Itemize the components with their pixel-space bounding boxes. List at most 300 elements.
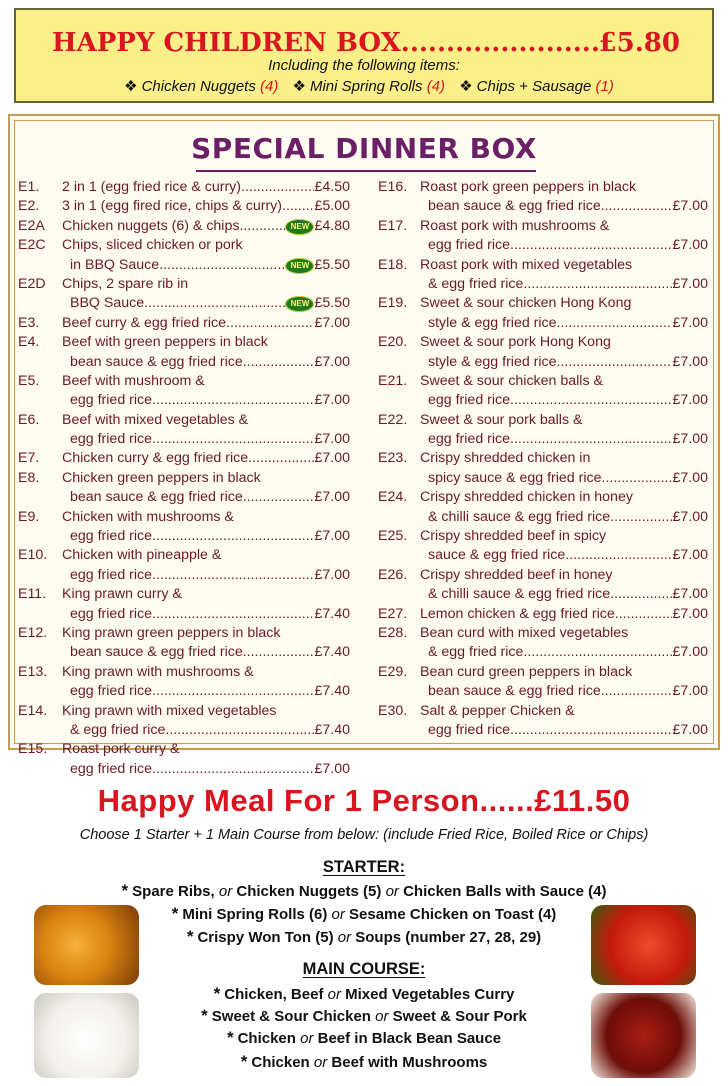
menu-item-line [378,391,708,410]
menu-item-price: £7.00 [314,760,350,777]
menu-item [378,333,708,372]
menu-item-code: E13. [18,663,48,680]
menu-item [378,372,708,411]
new-badge-icon: NEW [285,258,314,274]
menu-item [378,488,708,527]
or-text: or [218,883,233,900]
menu-item-line [18,585,350,604]
menu-item-code: E2. [18,198,40,215]
menu-item-price: £7.40 [314,683,350,700]
menu-item [18,411,350,450]
menu-item [18,197,350,216]
dot-leader [523,643,672,662]
kids-item-name: Mini Spring Rolls [309,78,423,95]
special-dinner-box-title: SPECIAL DINNER BOX [191,132,537,165]
menu-item-price: £7.00 [672,275,708,292]
menu-item-line [18,488,350,507]
menu-item-text: egg fried rice [70,431,153,448]
menu-item-code [378,682,420,701]
menu-item-line [378,430,708,449]
menu-item-line [18,372,350,391]
or-text: or [337,929,352,946]
star-bullet-icon: * [186,927,194,946]
menu-item-text: style & egg fried rice [428,314,557,331]
menu-item-line [18,294,350,313]
menu-item-code [378,197,420,216]
menu-item-code: E10. [18,547,48,564]
menu-item-price: £4.80 [314,217,350,234]
spare-ribs-photo [591,993,696,1078]
menu-item-text: egg fried rice [428,392,511,409]
menu-item-text: egg fried rice [70,760,153,777]
menu-item-code: E16. [378,179,408,195]
star-bullet-icon: * [213,984,221,1003]
dot-leader [510,430,672,449]
dot-leader [510,391,672,410]
option-text: Chicken [251,1054,314,1071]
dot-leader [523,275,672,294]
menu-item-code [18,430,62,449]
option-text: Spare Ribs, [132,883,219,900]
menu-item-code: E2C [18,237,46,254]
menu-item-code: E5. [18,372,40,389]
menu-item-text: Sweet & sour chicken Hong Kong [420,295,632,312]
menu-item-text: & chilli sauce & egg fried rice [428,508,611,525]
option-text: Beef with Mushrooms [327,1054,488,1071]
menu-item-line [18,721,350,740]
menu-item-price: £7.00 [672,314,708,331]
menu-item-price: £5.00 [314,198,350,215]
menu-item-code [378,236,420,255]
menu-item-code [378,353,420,372]
menu-item-code: E21. [378,372,408,389]
starter-heading: STARTER: [322,858,406,876]
menu-item-code: E2A [18,217,45,234]
menu-item-line [18,760,350,779]
starter-option [0,881,728,901]
option-text: Sesame Chicken on Toast (4) [344,906,557,923]
menu-item-price: £7.00 [672,644,708,661]
option-text: Chicken [237,1030,301,1047]
menu-item-line [18,430,350,449]
menu-item-code: E17. [378,217,408,234]
happy-children-box-subtitle: Including the following items: [268,57,460,74]
menu-item-text: BBQ Sauce [70,295,145,312]
happy-children-box-items [16,77,712,95]
menu-item-text: & egg fried rice [428,644,524,661]
menu-item [378,663,708,702]
menu-item-price: £7.40 [314,721,350,738]
title-dot-leader [401,28,599,58]
menu-item-code [18,353,62,372]
menu-item-text: King prawn green peppers in black [62,624,281,641]
menu-item-code: E22. [378,411,408,428]
menu-item-code [378,314,420,333]
or-text: or [331,906,345,923]
or-text: or [300,1030,314,1047]
star-bullet-icon: * [121,881,129,900]
menu-item-price: £7.00 [672,198,708,215]
menu-item [378,294,708,333]
menu-item-price: £7.00 [672,469,708,486]
menu-item-line [378,469,708,488]
dot-leader [510,721,672,740]
star-bullet-icon: * [201,1006,208,1025]
new-badge-icon: NEW [285,219,314,235]
dot-leader [152,391,314,410]
menu-item [18,508,350,547]
dot-leader [152,566,314,585]
menu-item-code: E28. [378,624,408,641]
option-text: Mini Spring Rolls (6) [182,906,332,923]
menu-item-text: Chicken green peppers in black [62,469,261,486]
menu-item-price: £7.00 [314,392,350,409]
menu-item [18,740,350,779]
dot-leader [601,682,673,701]
menu-item-code: E4. [18,334,40,351]
menu-item-text: egg fried rice [70,566,153,583]
menu-item-line [18,275,350,294]
menu-item-text: & chilli sauce & egg fried rice [428,586,611,603]
menu-item-line [378,294,708,313]
dot-leader [239,217,285,236]
menu-item-line [378,624,708,643]
menu-item-code: E18. [378,256,408,273]
menu-item [18,372,350,411]
menu-item-price: £7.00 [672,508,708,525]
kids-item-count: (4) [260,78,279,95]
menu-item-text: bean sauce & egg fried rice [428,198,601,215]
menu-item [18,178,350,197]
menu-item [378,256,708,295]
menu-item-code: E30. [378,702,408,719]
menu-item-price: £7.00 [314,353,350,370]
menu-item-line [18,314,350,333]
menu-item-line [18,178,350,197]
option-text: Chicken Nuggets (5) [232,883,386,900]
menu-item-text: Chicken with pineapple & [62,547,222,564]
menu-item-code [378,391,420,410]
menu-item-price: £7.00 [672,547,708,564]
menu-item-line [18,740,350,759]
menu-item-text: Crispy shredded beef in spicy [420,528,607,545]
menu-item-text: Chicken nuggets (6) & chips [62,217,240,234]
menu-item-text: in BBQ Sauce [70,256,160,273]
menu-item-line [18,449,350,468]
happy-meal-title: Happy Meal For 1 Person......£11.50 [97,783,631,818]
menu-item-code [18,721,62,740]
menu-item-code [18,566,62,585]
menu-item-price: £7.00 [314,489,350,506]
menu-item-line [378,197,708,216]
menu-item [18,236,350,275]
menu-item [378,605,708,624]
menu-item-line [378,605,708,624]
happy-meal-subtitle: Choose 1 Starter + 1 Main Course from below: (include Fried Rice, Boiled Rice or Chips) [79,827,649,843]
menu-item [378,217,708,256]
menu-item-code [18,294,62,313]
diamond-bullet-icon: ❖ [459,78,473,95]
menu-item-text: Salt & pepper Chicken & [420,702,575,719]
menu-item-text: 3 in 1 (egg fired rice, chips & curry) [62,198,282,215]
menu-item-price: £7.00 [672,237,708,254]
menu-item-text: Roast pork curry & [62,741,180,758]
menu-item [18,275,350,314]
menu-item-code: E15. [18,741,48,758]
dot-leader [152,430,314,449]
menu-item-price: £7.00 [314,431,350,448]
menu-item-code: E24. [378,489,408,506]
menu-item-line [18,527,350,546]
menu-item-code: E14. [18,702,48,719]
menu-item-text: Bean curd with mixed vegetables [420,624,629,641]
kids-item-count: (4) [426,78,446,95]
menu-item-code [18,256,62,275]
menu-item-line [378,566,708,585]
menu-item-line [378,702,708,721]
dot-leader [152,605,314,624]
menu-item-line [378,411,708,430]
menu-item [18,585,350,624]
menu-item-text: egg fried rice [70,605,153,622]
or-text: or [375,1008,389,1025]
menu-item [378,702,708,741]
menu-item-code [378,585,420,604]
menu-item-code: E29. [378,663,408,680]
dot-leader [601,197,673,216]
menu-item-line [378,275,708,294]
diamond-bullet-icon: ❖ [292,78,306,95]
menu-item-line [378,643,708,662]
menu-item-text: Lemon chicken & egg fried rice [420,605,615,622]
menu-item-line [18,663,350,682]
dot-leader [248,449,314,468]
menu-item [378,566,708,605]
menu-item-code: E6. [18,411,40,428]
dot-leader [282,197,314,216]
menu-item-line [18,605,350,624]
dot-leader [152,760,314,779]
menu-item-text: Chips, sliced chicken or pork [62,237,243,254]
diamond-bullet-icon: ❖ [124,78,138,95]
star-bullet-icon: * [226,1028,234,1047]
menu-item-text: egg fried rice [70,392,153,409]
menu-item-line [378,178,708,197]
dot-leader [615,605,673,624]
menu-item-text: Beef with mushroom & [62,372,205,389]
menu-item-line [378,721,708,740]
menu-item-line [378,217,708,236]
dot-leader [226,314,314,333]
menu-item-text: Crispy shredded chicken in honey [420,489,633,506]
menu-item [18,624,350,663]
menu-item-text: Sweet & sour pork balls & [420,411,583,428]
menu-item [18,469,350,508]
menu-item [378,178,708,217]
menu-item-code [378,469,420,488]
menu-item-text: sauce & egg fried rice [428,547,566,564]
menu-item-text: Roast pork with mixed vegetables [420,256,633,273]
menu-item-code [18,488,62,507]
menu-item-code: E11. [18,586,47,603]
menu-item-line [378,546,708,565]
menu-item-text: Roast pork with mushrooms & [420,217,610,234]
menu-item-price: £7.00 [672,721,708,738]
dot-leader [610,508,672,527]
dot-leader [557,353,673,372]
menu-item-text: Chips, 2 spare rib in [62,275,189,292]
menu-item-text: Bean curd green peppers in black [420,663,633,680]
menu-item-text: King prawn with mixed vegetables [62,702,277,719]
menu-item [18,546,350,585]
menu-item-line [18,643,350,662]
menu-item-line [18,333,350,352]
kids-item-name: Chicken Nuggets [141,78,256,95]
dot-leader [152,527,314,546]
menu-item [378,411,708,450]
menu-item-code [378,721,420,740]
menu-item-price: £7.00 [672,605,708,622]
option-text: Soups (number 27, 28, 29) [351,929,542,946]
boiled-rice-photo [34,993,139,1078]
option-text: Sweet & Sour Pork [388,1008,527,1025]
menu-item-price: £7.00 [672,353,708,370]
option-text: Mixed Vegetables Curry [340,986,515,1003]
menu-item-price: £7.00 [314,450,350,467]
menu-item-code [378,508,420,527]
kids-item-count: (1) [595,78,614,95]
dinner-menu-right-column [378,178,708,740]
menu-item-line [378,527,708,546]
dot-leader [243,643,315,662]
menu-item-code [378,546,420,565]
menu-item-code [18,527,62,546]
dot-leader [610,585,672,604]
option-text: Chicken Balls with Sauce (4) [398,883,607,900]
menu-item-code [378,430,420,449]
option-text: Crispy Won Ton (5) [197,929,338,946]
menu-item-code [18,605,62,624]
menu-item-price: £7.00 [672,586,708,603]
menu-item-line [18,566,350,585]
menu-item-text: style & egg fried rice [428,353,557,370]
menu-item-text: Sweet & sour pork Hong Kong [420,334,611,351]
menu-item-price: £7.00 [672,431,708,448]
menu-item-price: £7.00 [672,392,708,409]
menu-item-text: 2 in 1 (egg fried rice & curry) [62,179,241,195]
menu-item-text: Sweet & sour chicken balls & [420,372,603,389]
menu-item-text: Beef curry & egg fried rice [62,314,227,331]
menu-item-code [378,275,420,294]
menu-item-line [378,508,708,527]
menu-item [18,314,350,333]
menu-item-code [378,643,420,662]
menu-item-line [18,682,350,701]
menu-item-price: £5.50 [314,256,350,273]
menu-item-text: & egg fried rice [70,721,166,738]
menu-item-code [18,391,62,410]
dot-leader [243,353,315,372]
dot-leader [152,682,314,701]
menu-item-code: E19. [378,295,408,312]
dinner-menu-left-column [18,178,350,779]
menu-item-line [18,217,350,236]
menu-item-text: Crispy shredded chicken in [420,450,591,467]
menu-item-text: egg fried rice [428,721,511,738]
menu-item-line [378,682,708,701]
menu-item [378,624,708,663]
menu-item [18,702,350,741]
option-text: Beef in Black Bean Sauce [313,1030,502,1047]
or-text: or [385,883,399,900]
menu-item-line [18,624,350,643]
menu-item-line [378,236,708,255]
menu-item-text: bean sauce & egg fried rice [70,644,243,661]
menu-item-text: bean sauce & egg fried rice [70,489,243,506]
menu-item-text: Beef with mixed vegetables & [62,411,249,428]
menu-item-code: E27. [378,605,408,622]
menu-item-text: spicy sauce & egg fried rice [428,469,602,486]
menu-item-text: Roast pork green peppers in black [420,179,637,195]
star-bullet-icon: * [171,904,179,923]
dot-leader [557,314,673,333]
menu-item-line [378,488,708,507]
option-text: Sweet & Sour Chicken [211,1008,376,1025]
menu-item-line [18,197,350,216]
menu-item-line [378,256,708,275]
dot-leader [241,178,314,197]
menu-item-line [18,256,350,275]
menu-item-price: £7.00 [314,566,350,583]
menu-item-code: E25. [378,528,408,545]
menu-item-line [18,508,350,527]
menu-item-price: £7.40 [314,605,350,622]
dot-leader [144,294,285,313]
menu-item-line [378,372,708,391]
dot-leader [565,546,672,565]
menu-item-price: £5.50 [314,295,350,312]
menu-item-line [378,449,708,468]
menu-item-text: & egg fried rice [428,275,524,292]
menu-item-text: egg fried rice [428,237,511,254]
menu-item-code [18,682,62,701]
menu-item-text: King prawn curry & [62,586,182,603]
dot-leader [602,469,673,488]
menu-item-code: E23. [378,450,408,467]
menu-item-code: E1. [18,179,40,195]
main-course-heading: MAIN COURSE: [302,960,426,978]
dot-leader [510,236,672,255]
menu-item-text: Chicken with mushrooms & [62,508,234,525]
menu-item-code: E20. [378,334,408,351]
menu-item-line [18,469,350,488]
menu-item-price: £7.00 [314,528,350,545]
spring-rolls-photo [34,905,139,985]
kids-item-name: Chips + Sausage [476,78,592,95]
menu-item-price: £7.00 [314,314,350,331]
menu-item-code: E3. [18,314,40,331]
menu-item-code: E8. [18,469,40,486]
menu-item-code [18,643,62,662]
menu-item-line [18,353,350,372]
star-bullet-icon: * [240,1052,248,1071]
or-text: or [313,1054,328,1071]
menu-item-code: E9. [18,508,40,525]
menu-item [378,449,708,488]
happy-children-box-title: HAPPY CHILDREN BOX [52,28,401,58]
menu-item-line [18,546,350,565]
menu-item-line [378,333,708,352]
